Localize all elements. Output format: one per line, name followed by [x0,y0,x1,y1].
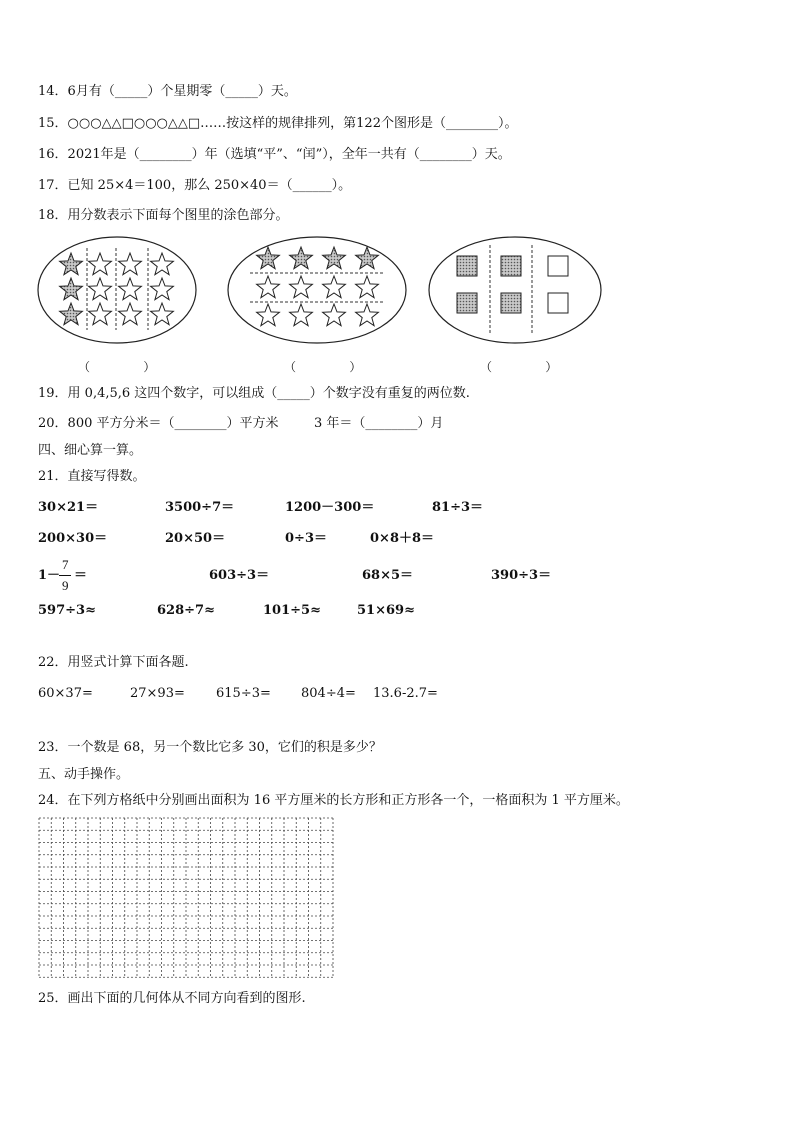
calc-item: 597÷3≈ [38,603,96,618]
question-16: 16．2021年是（________）年（选填“平”、“闰”），全年一共有（________）天。 [38,147,511,162]
vertical-calc-item: 804÷4= [301,686,356,701]
figure-2-answer[interactable]: （ ） [284,360,362,374]
calc-item: 101÷5≈ [263,603,321,618]
question-20a: 20．800 平方分米＝（________）平方米 [38,416,279,431]
calc-item: 0÷3＝ [285,531,327,546]
calc-item: 3500÷7＝ [165,500,235,515]
question-21-title: 21．直接写得数。 [38,469,146,484]
calc-item: 200×30＝ [38,531,108,546]
figure-1-answer[interactable]: （ ） [78,360,156,374]
fraction-equals: ＝ [74,568,88,583]
calc-item: 30×21＝ [38,500,99,515]
question-15: 15．○○○△△□○○○△△□……按这样的规律排列，第122个图形是（________）。 [38,116,518,131]
question-14: 14．6月有（_____）个星期零（_____）天。 [38,84,297,99]
calc-item: 1200－300＝ [285,500,375,515]
vertical-calc-item: 13.6-2.7= [373,686,438,701]
calc-item: 628÷7≈ [157,603,215,618]
question-20b: 3 年＝（________）月 [314,416,444,431]
question-23: 23．一个数是 68，另一个数比它多 30，它们的积是多少？ [38,740,382,755]
fraction-numerator: 7 [62,557,69,572]
fraction-denominator: 9 [62,578,69,593]
question-25: 25．画出下面的几何体从不同方向看到的图形. [38,991,306,1006]
calc-item: 603÷3＝ [209,568,270,583]
section-4-heading: 四、细心算一算。 [38,443,143,458]
fraction-expression-whole: 1－ [38,568,61,583]
calc-item: 51×69≈ [357,603,415,618]
figure-3-answer[interactable]: （ ） [480,360,558,374]
calc-item: 81÷3＝ [432,500,484,515]
calc-item: 20×50＝ [165,531,226,546]
vertical-calc-item: 615÷3= [216,686,271,701]
question-24: 24．在下列方格纸中分别画出面积为 16 平方厘米的长方形和正方形各一个，一格面积为 1 平方厘米。 [38,793,629,808]
question-19: 19．用 0,4,5,6 这四个数字，可以组成（_____）个数字没有重复的两位数. [38,386,470,401]
calc-item: 0×8＋8＝ [370,531,435,546]
calc-item: 68×5＝ [362,568,414,583]
question-22-title: 22．用竖式计算下面各题. [38,655,189,670]
section-5-heading: 五、动手操作。 [38,767,130,782]
calc-item: 390÷3＝ [491,568,552,583]
vertical-calc-item: 60×37= [38,686,93,701]
question-17: 17．已知 25×4＝100，那么 250×40＝（______）。 [38,178,352,193]
question-18: 18．用分数表示下面每个图里的涂色部分。 [38,208,289,223]
vertical-calc-item: 27×93= [130,686,185,701]
